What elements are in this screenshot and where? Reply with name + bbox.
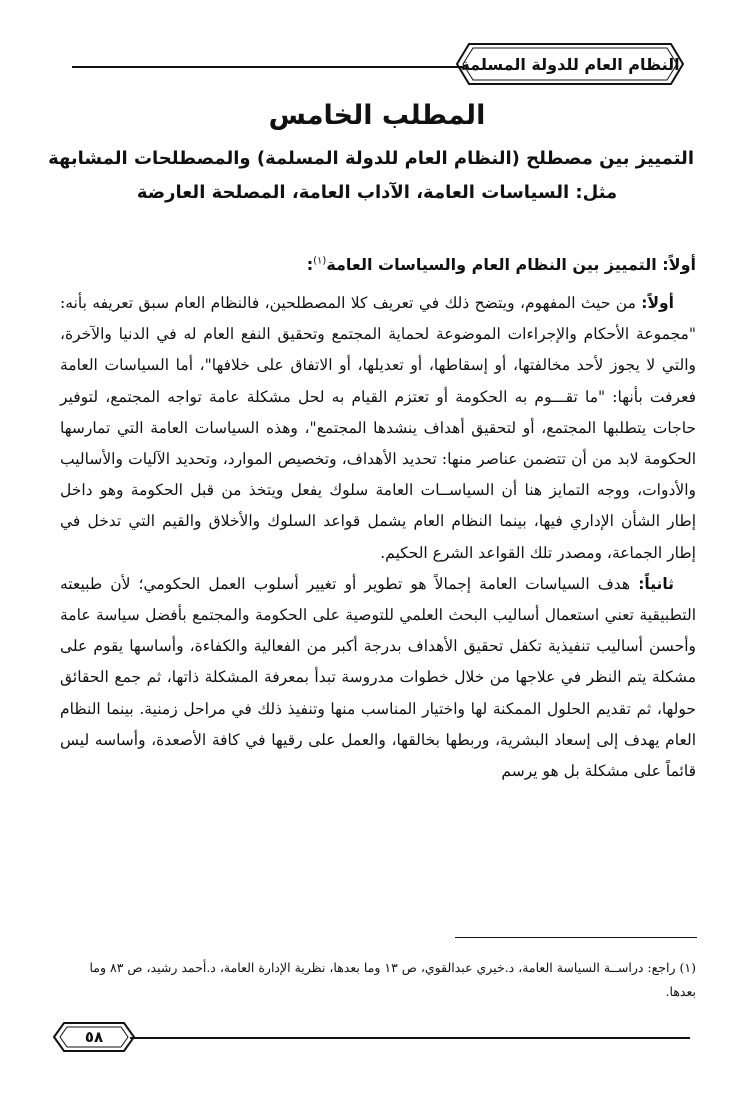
footer-rule — [130, 1037, 690, 1039]
subsection-heading-text: أولاً: التمييز بين النظام العام والسياسات العامة — [326, 255, 696, 274]
footnote-reference: (١) — [313, 255, 327, 267]
paragraph-2 — [60, 569, 696, 787]
running-header-title: النظام العام للدولة المسلمة — [460, 54, 680, 74]
paragraph-1 — [60, 288, 696, 569]
section-subtitle-line-1: التمييز بين مصطلح (النظام العام للدولة المسلمة) والمصطلحات المشابهة — [48, 148, 694, 169]
page-number-frame — [52, 1020, 136, 1054]
section-title: المطلب الخامس — [268, 100, 486, 131]
footnote: (١) راجع: دراســة السياسة العامة، د.خيري عبدالقوي، ص ١٣ وما بعدها، نظرية الإدارة العامة، د.أحمد رشيد، ص ٨٣ وما بعدها. — [89, 960, 696, 999]
body-text — [60, 288, 696, 787]
paragraph-text: هدف السياسات العامة إجمالاً هو تطوير أو تغيير أسلوب العمل الحكومي؛ لأن طبيعته التطبيقية تعني استعمال أساليب البحث العلمي للتوصية على الحكومة والمجتمع بأفضل سياسة عامة وأحسن أساليب تنفيذية تكفل تحقيق الأهداف بدرجة أكبر من الفعالية والكفاءة، وأساسها يقوم على مشكلة يتم النظر في علاجها من خلال خطوات مدروسة تبدأ بمعرفة المشكلة ذاتها، ثم جمع الحقائق حولها، ثم تقديم الحلول الممكنة لها واختيار المناسب منها وتنفيذ ذلك في مراحل زمنية. بينما النظام العام يهدف إلى إسعاد البشرية، وربطها بخالقها، والعمل على رقيها في كافة الأصعدة، وأساسه ليس قائماً على مشكلة بل هو يرسم — [60, 574, 696, 781]
header-rule — [72, 66, 462, 68]
footnote-rule — [455, 937, 697, 938]
paragraph-lead: ثانياً: — [638, 574, 674, 593]
running-header-frame — [455, 40, 685, 88]
subsection-heading-colon: : — [306, 255, 314, 274]
section-subtitle-line-2: مثل: السياسات العامة، الآداب العامة، المصلحة العارضة — [136, 182, 618, 203]
paragraph-lead: أولاً: — [641, 294, 674, 312]
page-number: ٥٨ — [84, 1028, 104, 1046]
subsection-heading — [56, 255, 696, 274]
paragraph-text: من حيث المفهوم، ويتضح ذلك في تعريف كلا المصطلحين، فالنظام العام سبق تعريفه بأنه: "مجموعة الأحكام والإجراءات الموضوعة لحماية المجتمع وتحقيق النفع العام له في الدنيا والآخرة، والتي لا يجوز لأحد مخالفتها، أو إسقاطها، أو تعديلها، أو الاتفاق على خلافها"، أما السياسات العامة فعرفت بأنها: "ما تقـــوم به الحكومة أو تعتزم القيام به لحل مشكلة عامة تواجه المجتمع، لتوفير حاجات يتطلبها المجتمع، أو لتحقيق أهداف ينشدها المجتمع"، وهذه السياسات العامة التي تمارسها الحكومة لابد من أن تتضمن عناصر منها: تحديد الأهداف، وتخصيص الموارد، وتحديد الآليات والأساليب والأدوات، ووجه التمايز هنا أن السياســات العامة سلوك يفعل ويتخذ من قبل الحكومة وهو داخل إطار الشأن الإداري فيها، بينما النظام العام يشمل قواعد السلوك والأخلاق والقيم التي تدخل في إطار الجماعة، ومصدر تلك القواعد الشرع الحكيم. — [60, 294, 696, 562]
